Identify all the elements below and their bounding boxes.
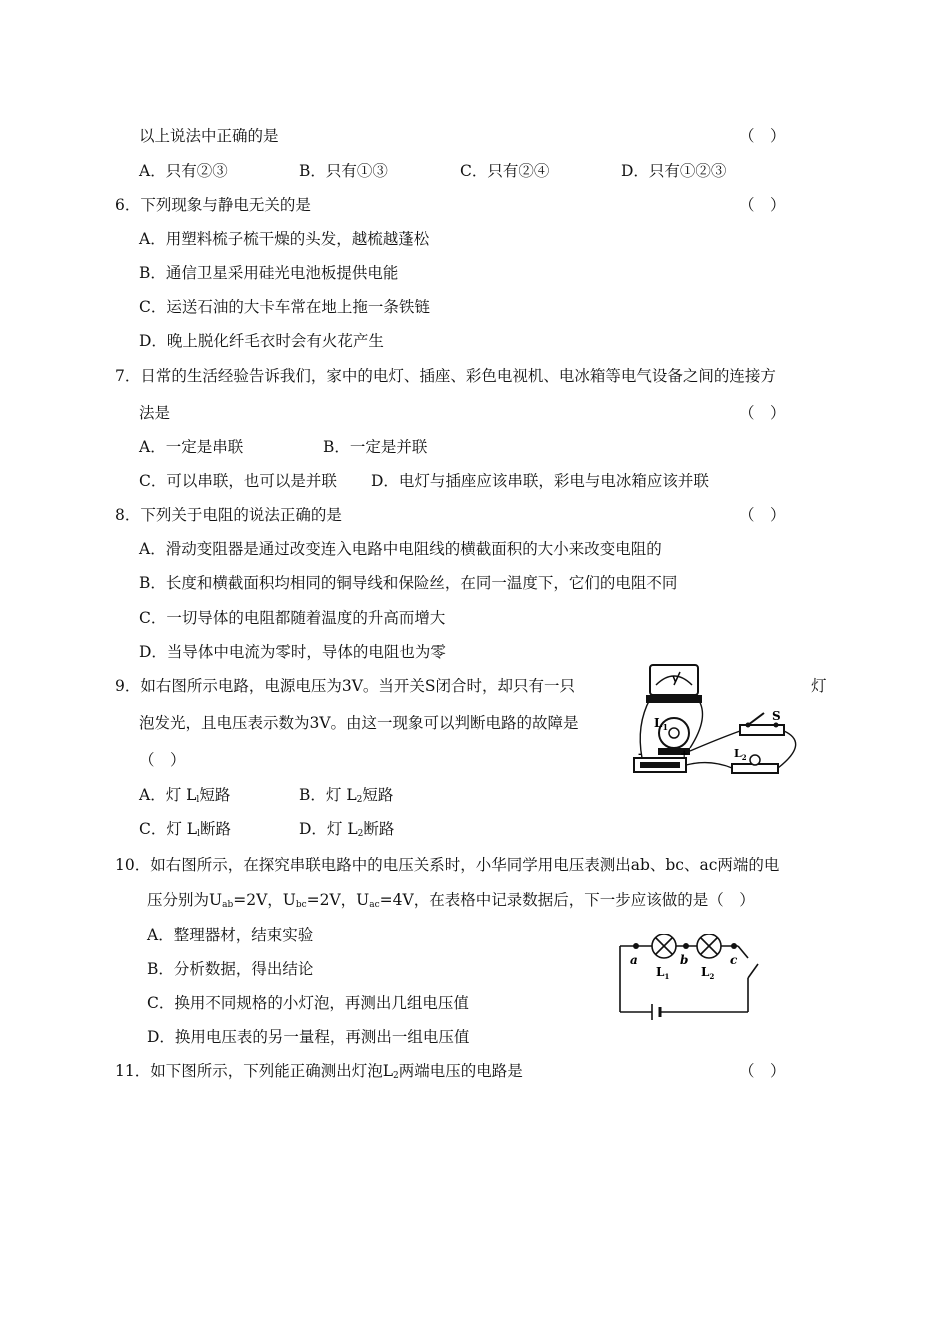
q10-option-c: C．换用不同规格的小灯泡，再测出几组电压值	[147, 994, 469, 1012]
q8-option-b: B．长度和横截面积均相同的铜导线和保险丝，在同一温度下，它们的电阻不同	[139, 574, 678, 592]
q9-answer-paren: （ ）	[139, 751, 186, 769]
q7-option-a: A．一定是串联	[139, 438, 244, 456]
q7-stem-line1: 7．日常的生活经验告诉我们，家中的电灯、插座、彩色电视机、电冰箱等电气设备之间的连接方	[115, 367, 776, 385]
label-c: c	[730, 953, 738, 967]
label-l2: $L_2$	[701, 965, 715, 981]
q11-stem: 11．如下图所示，下列能正确测出灯泡$L_2$两端电压的电路是	[115, 1062, 523, 1081]
q6-option-b: B．通信卫星采用硅光电池板提供电能	[139, 264, 399, 282]
q10-battery-icon	[652, 1004, 660, 1020]
q7-answer-paren: （ ）	[739, 404, 786, 422]
q7-stem-line2: 法是	[139, 404, 171, 422]
q9-circuit-figure	[628, 655, 820, 780]
voltmeter-icon	[646, 665, 702, 703]
q9-option-a: A．灯 $L_l$短路	[139, 786, 231, 805]
svg-text:-: -	[638, 749, 643, 760]
q9-option-b: B．灯 $L_2$短路	[299, 786, 394, 805]
label-b: b	[680, 953, 689, 967]
q9-stem-line1: 9．如右图所示电路，电源电压为3V。当开关S闭合时，却只有一只	[115, 677, 576, 695]
q5-option-a: A．只有②③	[139, 162, 228, 180]
q10-lamp-l1-icon	[652, 934, 676, 958]
q11-answer-paren: （ ）	[739, 1062, 786, 1080]
q8-option-c: C．一切导体的电阻都随着温度的升高而增大	[139, 609, 446, 627]
label-a: a	[630, 953, 638, 967]
q10-lamp-l2-icon	[697, 934, 721, 958]
q5-option-b: B．只有①③	[299, 162, 388, 180]
q9-stem-line2: 泡发光，且电压表示数为3V。由这一现象可以判断电路的故障是	[139, 714, 579, 732]
q5-answer-paren: （ ）	[739, 127, 786, 145]
q10-stem-line2: 压分别为$U_{ab}=2V$，$U_{bc}=2V$，$U_{ac}=4V$，在表格中记录数据后，下一步应该做的是（ ）	[147, 891, 755, 910]
q10-switch-icon	[748, 964, 758, 978]
node-b-dot	[683, 943, 689, 949]
node-a-dot	[633, 943, 639, 949]
svg-text:S: S	[772, 709, 781, 723]
q10-option-a: A．整理器材，结束实验	[147, 926, 314, 944]
q8-option-a: A．滑动变阻器是通过改变连入电路中电阻线的横截面积的大小来改变电阻的	[139, 540, 662, 558]
svg-text:L2: $L_2$	[734, 747, 747, 762]
q9-option-c: C．灯 $L_l$断路	[139, 820, 231, 839]
q8-option-d: D．当导体中电流为零时，导体的电阻也为零	[139, 643, 446, 661]
q7-option-c: C．可以串联，也可以是并联	[139, 472, 337, 490]
q6-option-a: A．用塑料梳子梳干燥的头发，越梳越蓬松	[139, 230, 430, 248]
q9-stem-line1-end: 灯	[811, 677, 827, 695]
label-l1: $L_1$	[656, 965, 670, 981]
q6-stem: 6．下列现象与静电无关的是	[115, 196, 311, 214]
q10-option-b: B．分析数据，得出结论	[147, 960, 314, 978]
q10-option-d: D．换用电压表的另一量程，再测出一组电压值	[147, 1028, 470, 1046]
q7-option-d: D．电灯与插座应该串联，彩电与电冰箱应该并联	[371, 472, 709, 490]
svg-text:+: +	[680, 749, 689, 760]
q8-answer-paren: （ ）	[739, 506, 786, 524]
q5-option-c: C．只有②④	[460, 162, 550, 180]
q6-answer-paren: （ ）	[739, 196, 786, 214]
q10-stem-line1: 10．如右图所示，在探究串联电路中的电压关系时，小华同学用电压表测出ab、bc、ac两端的电	[115, 856, 780, 874]
svg-text:V: V	[672, 674, 679, 684]
q9-option-d: D．灯 $L_2$断路	[299, 820, 395, 839]
q5-option-d: D．只有①②③	[621, 162, 727, 180]
q6-option-d: D．晚上脱化纤毛衣时会有火花产生	[139, 332, 384, 350]
q7-option-b: B．一定是并联	[323, 438, 428, 456]
battery-icon	[634, 758, 686, 772]
q8-stem: 8．下列关于电阻的说法正确的是	[115, 506, 342, 524]
q6-option-c: C．运送石油的大卡车常在地上拖一条铁链	[139, 298, 430, 316]
q10-circuit-figure	[612, 934, 772, 1020]
svg-text:L1: $L_1$	[654, 716, 669, 732]
q5-stem: 以上说法中正确的是	[139, 127, 279, 145]
node-c-dot	[731, 943, 737, 949]
